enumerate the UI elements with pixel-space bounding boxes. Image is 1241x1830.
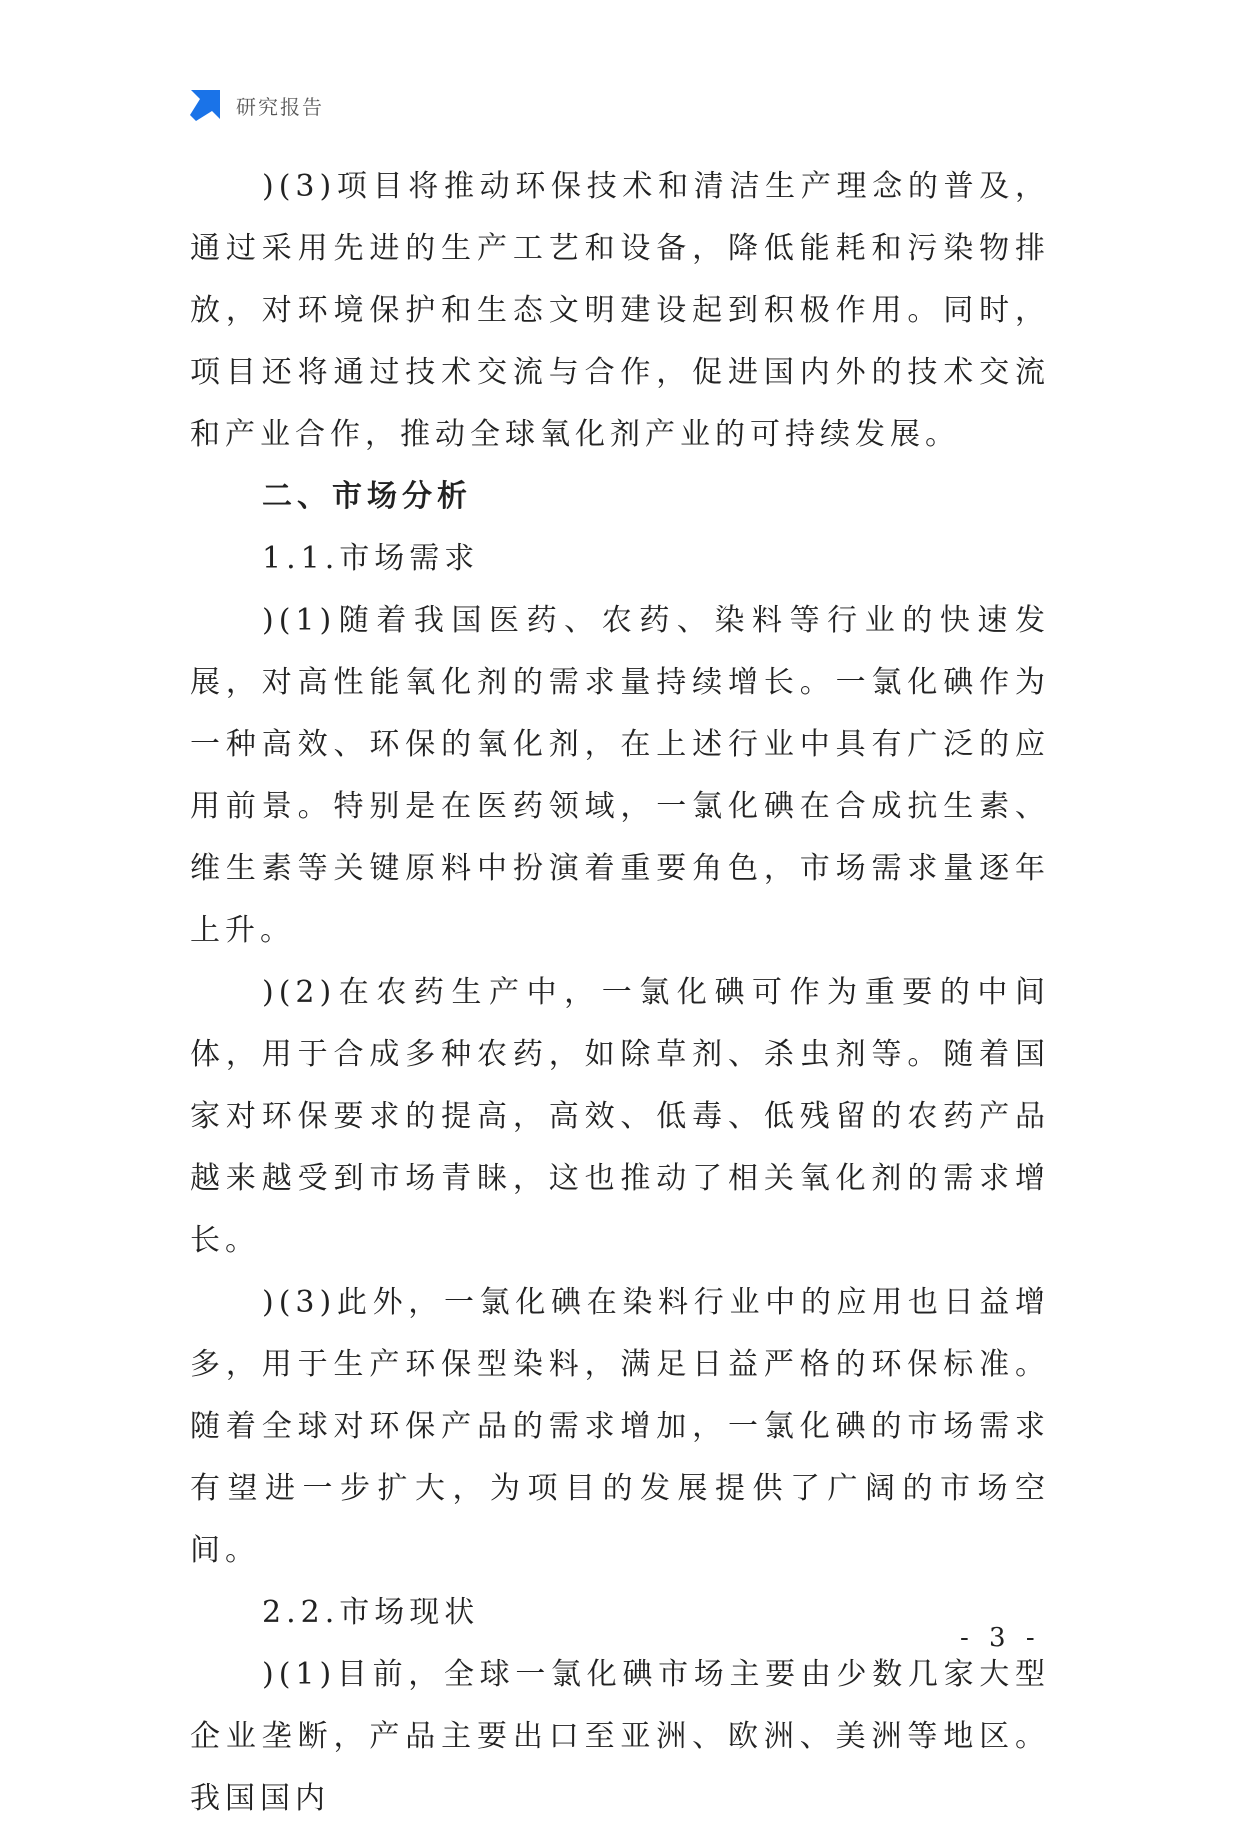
subsection-heading: 1.1.市场需求 — [262, 541, 480, 576]
page-header — [188, 88, 324, 122]
subsection-heading: 2.2.市场现状 — [262, 1595, 480, 1630]
section-heading: 二、市场分析 — [262, 479, 472, 514]
document-body — [190, 156, 1050, 1830]
paragraph: )(1)目前，全球一氯化碘市场主要由少数几家大型企业垄断，产品主要出口至亚洲、欧洲、美洲等地区。我国国内 — [190, 1657, 1050, 1816]
paragraph: )(1)随着我国医药、农药、染料等行业的快速发展，对高性能氧化剂的需求量持续增长。一氯化碘作为一种高效、环保的氧化剂，在上述行业中具有广泛的应用前景。特别是在医药领域，一氯化碘在合成抗生素、维生素等关键原料中扮演着重要角色，市场需求量逐年上升。 — [190, 603, 1050, 948]
diagonal-arrow-icon — [188, 88, 222, 122]
paragraph: )(2)在农药生产中，一氯化碘可作为重要的中间体，用于合成多种农药，如除草剂、杀虫剂等。随着国家对环保要求的提高，高效、低毒、低残留的农药产品越来越受到市场青睐，这也推动了相关氧化剂的需求增长。 — [190, 975, 1050, 1258]
header-title: 研究报告 — [236, 94, 324, 119]
page-number: - 3 - — [960, 1623, 1041, 1653]
paragraph: )(3)项目将推动环保技术和清洁生产理念的普及，通过采用先进的生产工艺和设备，降低能耗和污染物排放，对环境保护和生态文明建设起到积极作用。同时，项目还将通过技术交流与合作，促进国内外的技术交流和产业合作，推动全球氧化剂产业的可持续发展。 — [190, 169, 1050, 452]
paragraph: )(3)此外，一氯化碘在染料行业中的应用也日益增多，用于生产环保型染料，满足日益严格的环保标准。随着全球对环保产品的需求增加，一氯化碘的市场需求有望进一步扩大，为项目的发展提供了广阔的市场空间。 — [190, 1285, 1050, 1568]
